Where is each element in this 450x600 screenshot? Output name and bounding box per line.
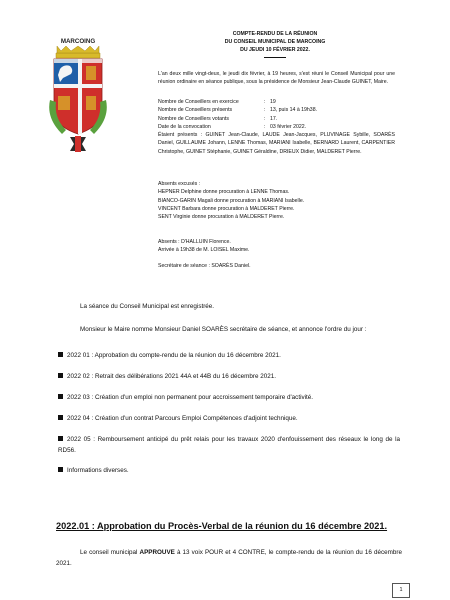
agenda-item-text: Informations diverses. bbox=[67, 467, 129, 474]
fact-voters: Nombre de Conseillers votants : 17. bbox=[158, 115, 278, 122]
decision-verb: APPROUVE bbox=[139, 549, 175, 556]
fact-label: Nombre de Conseillers votants bbox=[158, 115, 229, 122]
proxy-line: HEPNER Delphine donne procuration à LENNE Thomas. bbox=[158, 189, 290, 196]
bullet-icon bbox=[58, 352, 63, 357]
fact-value: 13, puis 14 à 19h38. bbox=[270, 107, 318, 114]
decision-paragraph bbox=[56, 548, 402, 569]
absent-block bbox=[158, 238, 398, 255]
agenda-item bbox=[58, 372, 400, 383]
fact-members: Nombre de Conseillers en exercice : 19 bbox=[158, 99, 276, 105]
agenda-item bbox=[58, 351, 400, 362]
section-title: 2022.01 : Approbation du Procès-Verbal de la réunion du 16 décembre 2021. bbox=[56, 521, 388, 531]
page-number: 1 bbox=[392, 583, 410, 598]
marcoing-crest bbox=[46, 38, 110, 156]
agenda-item bbox=[58, 466, 400, 477]
agenda-item bbox=[58, 393, 400, 404]
arrival-line: Arrivée à 19h38 de M. LOISEL Maxime. bbox=[158, 247, 250, 254]
agenda-item bbox=[58, 435, 400, 456]
fact-present-count: Nombre de Conseillers présents : 13, puis 14 à 19h38. bbox=[158, 107, 318, 114]
decision-text-after: à 13 voix POUR et 4 CONTRE, le compte-rendu de la réunion du 16 décembre 2021. bbox=[56, 549, 403, 567]
header-divider bbox=[264, 57, 286, 58]
agenda-item-text: 2022 02 : Retrait des délibérations 2021 44A et 44B du 16 décembre 2021. bbox=[67, 373, 276, 380]
absent-excused-title: Absents excusés : bbox=[158, 181, 201, 187]
agenda-item bbox=[58, 414, 400, 425]
fact-label: Nombre de Conseillers présents bbox=[158, 107, 233, 114]
meeting-intro: L'an deux mille vingt-deux, le jeudi dix février, à 19 heures, s'est réuni le Conseil Municipal pour une réunion ordinaire en séance publique, sous la présidence de Monsieur Jean-Claude GUINET, Maire. bbox=[158, 71, 395, 86]
fact-label: Nombre de Conseillers en exercice bbox=[158, 99, 239, 105]
fact-label: Date de la convocation bbox=[158, 123, 211, 130]
agenda-item-text: 2022 01 : Approbation du compte-rendu de la réunion du 16 décembre 2021. bbox=[67, 352, 281, 359]
decision-text-before: Le conseil municipal bbox=[80, 549, 140, 556]
crest-town-name: MARCOING bbox=[60, 38, 96, 45]
absent-excused-block bbox=[158, 180, 398, 221]
fact-value: 17. bbox=[270, 115, 278, 122]
attendance-facts bbox=[158, 98, 398, 156]
bullet-icon bbox=[58, 467, 63, 472]
bullet-icon bbox=[58, 436, 63, 441]
bullet-icon bbox=[58, 394, 63, 399]
proxy-line: SENT Virginie donne procuration à MALDERET Pierre. bbox=[158, 214, 285, 221]
absent-line: Absents : D'HALLUIN Florence. bbox=[158, 239, 231, 245]
bullet-icon bbox=[58, 415, 63, 420]
document-header bbox=[170, 30, 380, 58]
agenda-item-text: 2022 03 : Création d'un emploi non permanent pour accroissement temporaire d'activité. bbox=[67, 394, 314, 401]
fact-convocation-date: Date de la convocation : 03 février 2022. bbox=[158, 123, 307, 130]
coat-of-arms-icon bbox=[46, 38, 110, 156]
header-line-2: DU CONSEIL MUNICIPAL DE MARCOING bbox=[224, 39, 326, 46]
secretary-line bbox=[158, 262, 398, 270]
recording-notice: La séance du Conseil Municipal est enregistrée. bbox=[80, 303, 215, 310]
present-members: Étaient présents : GUINET Jean-Claude, LAUDE Jean-Jacques, PLUVINAGE Sybille, SOARÈS Daniel, GUILLAUME Johann, LENNE Thomas, MARIANI Isabelle, BERNARD Laurent, CARPENTIER Christophe, GUINET Stéphanie, GUINET Géraldine, DRIEUX Didier, MALDERET Pierre. bbox=[158, 132, 395, 155]
proxy-line: BIANCO-GARIN Magali donne procuration à MARIANI Isabelle. bbox=[158, 197, 305, 204]
secretary-text: Secrétaire de séance : SOARÈS Daniel. bbox=[158, 263, 251, 269]
header-line-1: COMPTE-RENDU DE LA RÉUNION bbox=[232, 31, 318, 37]
bullet-icon bbox=[58, 373, 63, 378]
fact-value: 03 février 2022. bbox=[270, 123, 307, 130]
header-line-3: DU JEUDI 10 FÉVRIER 2022. bbox=[240, 47, 310, 54]
agenda-intro: Monsieur le Maire nomme Monsieur Daniel SOARÈS secrétaire de séance, et annonce l'ordre du jour : bbox=[80, 326, 367, 333]
agenda-item-text: 2022 04 : Création d'un contrat Parcours Emploi Compétences d'adjoint technique. bbox=[67, 415, 298, 422]
proxy-line: VINCENT Barbara donne procuration à MALDERET Pierre. bbox=[158, 205, 295, 212]
agenda-item-text: 2022 05 : Remboursement anticipé du prêt relais pour les travaux 2020 d'enfouissement des réseaux le long de la RD56. bbox=[58, 436, 400, 454]
fact-value: 19 bbox=[270, 99, 276, 105]
